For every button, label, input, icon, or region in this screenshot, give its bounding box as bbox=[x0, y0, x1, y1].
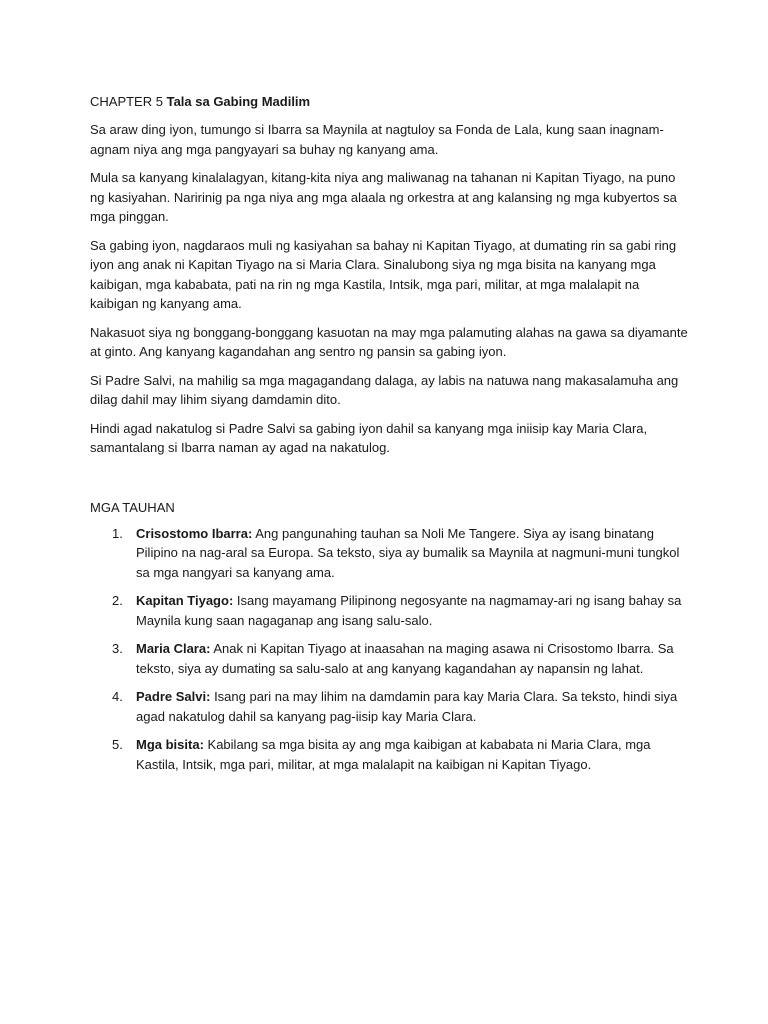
character-name: Kapitan Tiyago: bbox=[136, 593, 234, 608]
paragraph-1: Sa araw ding iyon, tumungo si Ibarra sa Maynila at nagtuloy sa Fonda de Lala, kung saan inagnam-agnam niya ang mga pangyayari sa buhay ng kanyang ama. bbox=[90, 122, 664, 157]
paragraph-4: Nakasuot siya ng bonggang-bonggang kasuotan na may mga palamuting alahas na gawa sa diyamante at ginto. Ang kanyang kagandahan ang sentro ng pansin sa gabing iyon. bbox=[90, 324, 688, 359]
character-name: Crisostomo Ibarra: bbox=[136, 525, 253, 541]
chapter-label: CHAPTER 5 bbox=[90, 94, 163, 109]
character-description: Isang pari na may lihim na damdamin para kay Maria Clara. Sa teksto, hindi siya agad nakatulog dahil sa kanyang pag-iisip kay Maria Clara. bbox=[136, 689, 678, 724]
character-name: Padre Salvi: bbox=[136, 689, 211, 704]
list-item bbox=[90, 687, 688, 726]
characters-list bbox=[90, 524, 688, 775]
list-item bbox=[90, 524, 688, 583]
chapter-title bbox=[90, 93, 688, 111]
chapter-name: Tala sa Gabing Madilim bbox=[166, 94, 311, 109]
paragraph-5: Si Padre Salvi, na mahilig sa mga magagandang dalaga, ay labis na natuwa nang makasalamuha ang dilag dahil may lihim siyang damdamin dito. bbox=[90, 372, 679, 407]
character-description: Isang mayamang Pilipinong negosyante na nagmamay-ari ng isang bahay sa Maynila kung saan nagaganap ang isang salu-salo. bbox=[136, 593, 682, 628]
list-item bbox=[90, 591, 688, 630]
paragraph-2: Mula sa kanyang kinalalagyan, kitang-kita niya ang maliwanag na tahanan ni Kapitan Tiyago, na puno ng kasiyahan. Naririnig pa nga niya ang mga alaala ng orkestra at ang kalansing ng mga kubyertos sa mga pinggan. bbox=[90, 170, 677, 224]
character-description: Ang pangunahing tauhan sa Noli Me Tangere. Siya ay isang binatang Pilipino na nag-aral sa Europa. Sa teksto, siya ay bumalik sa Maynila at nagmuni-muni tungkol sa mga nangyari sa kanyang ama. bbox=[136, 525, 680, 580]
character-name: Mga bisita: bbox=[136, 737, 204, 752]
list-number: 3. bbox=[112, 641, 123, 656]
character-name: Maria Clara: bbox=[136, 641, 211, 656]
list-number: 4. bbox=[112, 689, 123, 704]
character-description: Kabilang sa mga bisita ay ang mga kaibigan at kababata ni Maria Clara, mga Kastila, Intsik, mga pari, militar, at mga malalapit na kaibigan ni Kapitan Tiyago. bbox=[136, 737, 651, 772]
section-heading: MGA TAUHAN bbox=[90, 499, 175, 515]
character-description: Anak ni Kapitan Tiyago at inaasahan na maging asawa ni Crisostomo Ibarra. Sa teksto, siya ay dumating sa salu-salo at ang kanyang kagandahan ay napansin ng lahat. bbox=[136, 641, 674, 676]
list-number: 5. bbox=[112, 737, 123, 752]
paragraph-6: Hindi agad nakatulog si Padre Salvi sa gabing iyon dahil sa kanyang mga iniisip kay Maria Clara, samantalang si Ibarra naman ay agad na nakatulog. bbox=[90, 420, 648, 455]
paragraph-3: Sa gabing iyon, nagdaraos muli ng kasiyahan sa bahay ni Kapitan Tiyago, at dumating rin sa gabi ring iyon ang anak ni Kapitan Tiyago na si Maria Clara. Sinalubong siya ng mga bisita na kanyang mga kaibigan, mga kababata, pati na rin ng mga Kastila, Intsik, mga pari, militar, at mga malalapit na kaibigan ng kanyang ama. bbox=[90, 237, 677, 311]
list-number: 2. bbox=[112, 593, 123, 608]
list-item bbox=[90, 639, 688, 678]
list-item bbox=[90, 735, 688, 774]
list-number: 1. bbox=[112, 525, 123, 541]
